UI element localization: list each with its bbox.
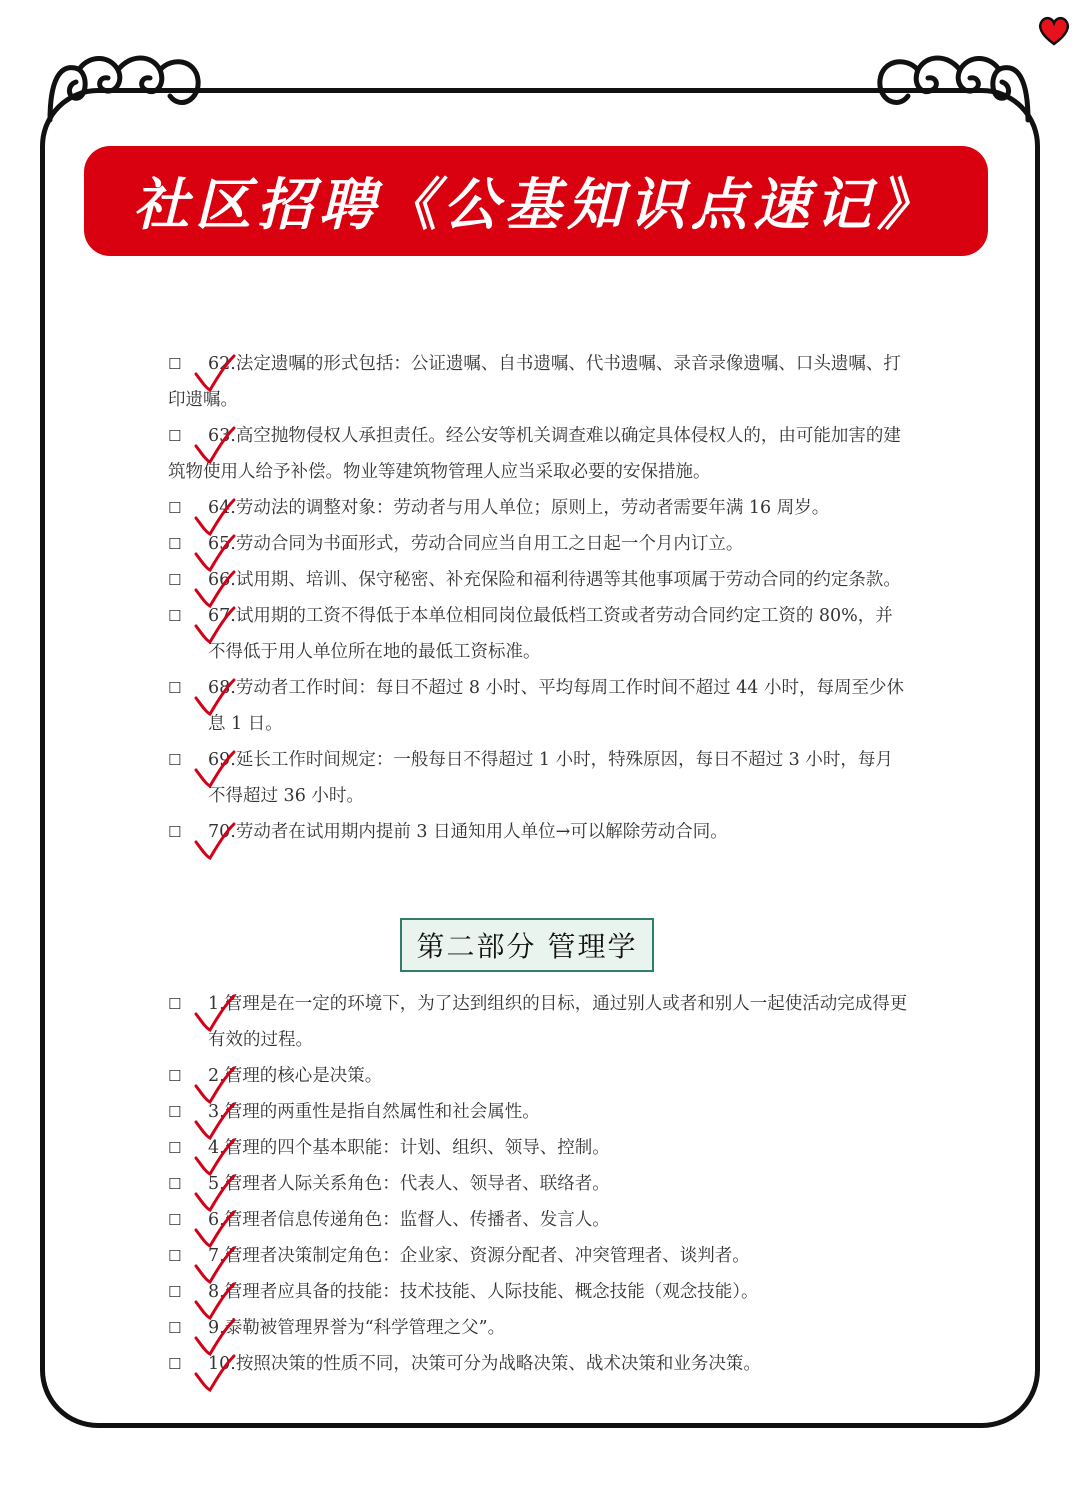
item-number: 4.: [208, 1138, 225, 1158]
list-item-text: [168, 418, 908, 490]
item-number: 2.: [208, 1066, 225, 1086]
item-number: 63.: [208, 426, 236, 446]
left-scroll-curl-icon: [40, 40, 210, 130]
item-body: 劳动合同为书面形式，劳动合同应当自用工之日起一个月内订立。: [235, 534, 744, 554]
list-item: [168, 598, 908, 670]
item-number: 69.: [208, 750, 236, 770]
list-item-text: [168, 490, 908, 526]
list-item-text: [168, 1238, 908, 1274]
checkbox[interactable]: ☐: [168, 1139, 182, 1157]
item-number: 1.: [208, 994, 225, 1014]
list-item-text: [168, 598, 908, 670]
checkbox[interactable]: ☐: [168, 1283, 182, 1301]
item-body: 劳动者工作时间：每日不超过 8 小时、平均每周工作时间不超过 44 小时，每周至少休息 1 日。: [208, 678, 904, 734]
red-check-mark-icon: [192, 678, 238, 718]
checkbox[interactable]: ☐: [168, 1103, 182, 1121]
list-item: [168, 1130, 908, 1166]
checkbox[interactable]: ☐: [168, 1355, 182, 1373]
item-body: 管理者决策制定角色：企业家、资源分配者、冲突管理者、谈判者。: [224, 1246, 750, 1266]
item-number: 10.: [208, 1354, 236, 1374]
list-item: [168, 346, 908, 418]
section-title: 第二部分 管理学: [416, 930, 638, 963]
list-item: [168, 1310, 908, 1346]
checkbox[interactable]: ☐: [168, 355, 182, 373]
list-item-text: [168, 1202, 908, 1238]
checkbox[interactable]: ☐: [168, 995, 182, 1013]
item-body: 泰勒被管理界誉为“科学管理之父”。: [224, 1318, 506, 1338]
checkbox[interactable]: ☐: [168, 751, 182, 769]
list-item: [168, 562, 908, 598]
list-item-text: [168, 526, 908, 562]
red-check-mark-icon: [192, 426, 238, 466]
list-item-text: [168, 1058, 908, 1094]
right-scroll-curl-icon: [868, 40, 1038, 130]
red-check-mark-icon: [192, 994, 238, 1034]
item-body: 试用期、培训、保守秘密、补充保险和福利待遇等其他事项属于劳动合同的约定条款。: [235, 570, 901, 590]
checkbox[interactable]: ☐: [168, 679, 182, 697]
list-item-text: [168, 346, 908, 418]
item-body: 劳动者在试用期内提前 3 日通知用人单位→可以解除劳动合同。: [235, 822, 728, 842]
section-heading: [400, 918, 654, 972]
list-item: [168, 1166, 908, 1202]
list-item: [168, 1238, 908, 1274]
list-item-text: [168, 670, 908, 742]
item-number: 66.: [208, 570, 236, 590]
checkbox[interactable]: ☐: [168, 1319, 182, 1337]
item-body: 按照决策的性质不同，决策可分为战略决策、战术决策和业务决策。: [235, 1354, 761, 1374]
list-item-text: [168, 562, 908, 598]
list-item-text: [168, 814, 908, 850]
list-item-text: [168, 986, 908, 1058]
list-item: [168, 1094, 908, 1130]
page-title: 社区招聘《公基知识点速记》: [133, 173, 939, 238]
list-item: [168, 418, 908, 490]
item-number: 7.: [208, 1246, 225, 1266]
list-item-text: [168, 1310, 908, 1346]
item-body: 高空抛物侵权人承担责任。经公安等机关调查难以确定具体侵权人的，由可能加害的建筑物使用人给予补偿。物业等建筑物管理人应当采取必要的安保措施。: [168, 426, 901, 482]
red-check-mark-icon: [192, 822, 238, 862]
item-number: 70.: [208, 822, 236, 842]
list-item: [168, 742, 908, 814]
item-number: 65.: [208, 534, 236, 554]
list-item-text: [168, 742, 908, 814]
item-number: 9.: [208, 1318, 225, 1338]
list-item: [168, 526, 908, 562]
list-item: [168, 814, 908, 850]
item-body: 管理的核心是决策。: [224, 1066, 383, 1086]
checkbox[interactable]: ☐: [168, 499, 182, 517]
list-item-text: [168, 1346, 908, 1382]
knowledge-list-part2: [168, 986, 908, 1382]
list-item-text: [168, 1094, 908, 1130]
item-body: 法定遗嘱的形式包括：公证遗嘱、自书遗嘱、代书遗嘱、录音录像遗嘱、口头遗嘱、打印遗嘱。: [168, 354, 901, 410]
checkbox[interactable]: ☐: [168, 823, 182, 841]
item-body: 管理者人际关系角色：代表人、领导者、联络者。: [224, 1174, 610, 1194]
checkbox[interactable]: ☐: [168, 607, 182, 625]
list-item-text: [168, 1166, 908, 1202]
list-item: [168, 1202, 908, 1238]
item-body: 管理的两重性是指自然属性和社会属性。: [224, 1102, 540, 1122]
item-number: 64.: [208, 498, 236, 518]
red-check-mark-icon: [192, 1354, 238, 1394]
item-number: 3.: [208, 1102, 225, 1122]
item-body: 管理者应具备的技能：技术技能、人际技能、概念技能（观念技能）。: [224, 1282, 759, 1302]
item-number: 6.: [208, 1210, 225, 1230]
list-item: [168, 1274, 908, 1310]
checkbox[interactable]: ☐: [168, 1247, 182, 1265]
list-item: [168, 1346, 908, 1382]
item-number: 5.: [208, 1174, 225, 1194]
title-banner: [84, 146, 988, 256]
item-body: 管理的四个基本职能：计划、组织、领导、控制。: [224, 1138, 610, 1158]
item-body: 管理者信息传递角色：监督人、传播者、发言人。: [224, 1210, 610, 1230]
checkbox[interactable]: ☐: [168, 427, 182, 445]
list-item-text: [168, 1130, 908, 1166]
checkbox[interactable]: ☐: [168, 535, 182, 553]
list-item: [168, 490, 908, 526]
checkbox[interactable]: ☐: [168, 1067, 182, 1085]
checkbox[interactable]: ☐: [168, 1175, 182, 1193]
red-check-mark-icon: [192, 354, 238, 394]
item-number: 62.: [208, 354, 236, 374]
item-number: 68.: [208, 678, 236, 698]
item-number: 67.: [208, 606, 236, 626]
heart-icon: [1036, 14, 1072, 48]
item-number: 8.: [208, 1282, 225, 1302]
checkbox[interactable]: ☐: [168, 1211, 182, 1229]
list-item: [168, 670, 908, 742]
item-body: 试用期的工资不得低于本单位相同岗位最低档工资或者劳动合同约定工资的 80%，并不得低于用人单位所在地的最低工资标准。: [208, 606, 893, 662]
list-item-text: [168, 1274, 908, 1310]
red-check-mark-icon: [192, 750, 238, 790]
list-item: [168, 986, 908, 1058]
item-body: 延长工作时间规定：一般每日不得超过 1 小时，特殊原因，每日不超过 3 小时，每月不得超过 36 小时。: [208, 750, 893, 806]
knowledge-list-part1: [168, 346, 908, 850]
item-body: 管理是在一定的环境下，为了达到组织的目标，通过别人或者和别人一起使活动完成得更有效的过程。: [208, 994, 908, 1050]
item-body: 劳动法的调整对象：劳动者与用人单位；原则上，劳动者需要年满 16 周岁。: [235, 498, 830, 518]
red-check-mark-icon: [192, 606, 238, 646]
checkbox[interactable]: ☐: [168, 571, 182, 589]
list-item: [168, 1058, 908, 1094]
